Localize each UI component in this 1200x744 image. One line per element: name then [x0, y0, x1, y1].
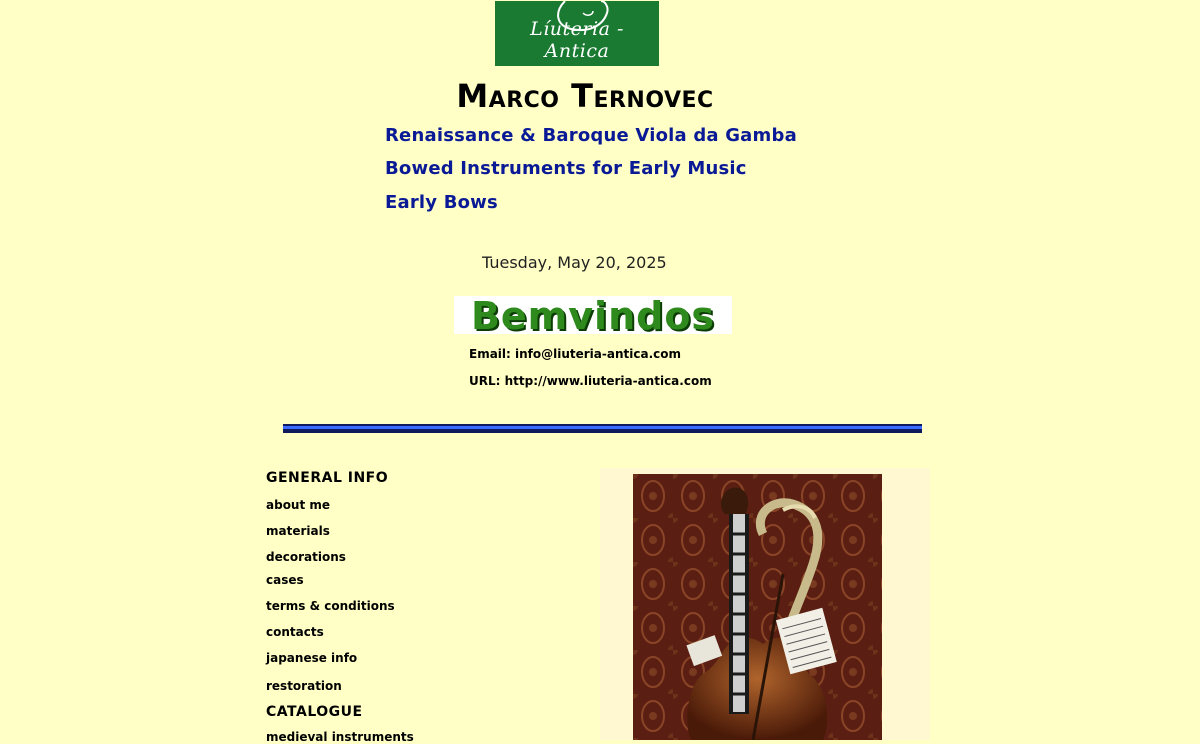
- nav-about-me[interactable]: about me: [266, 498, 331, 512]
- url-link[interactable]: URL: http://www.liuteria-antica.com: [469, 374, 712, 388]
- catalogue-heading: CATALOGUE: [266, 704, 363, 720]
- page-title: Marco Ternovec: [456, 77, 714, 115]
- viola-da-gamba-image: [633, 474, 882, 740]
- current-date: Tuesday, May 20, 2025: [482, 253, 667, 272]
- subhead-bowed-instruments-link[interactable]: Bowed Instruments for Early Music: [385, 158, 747, 179]
- subhead-early-bows-link[interactable]: Early Bows: [385, 192, 498, 213]
- welcome-banner: [454, 296, 732, 334]
- subhead-viola-da-gamba-link[interactable]: Renaissance & Baroque Viola da Gamba: [385, 125, 797, 146]
- nav-decorations[interactable]: decorations: [266, 550, 346, 564]
- nav-contacts[interactable]: contacts: [266, 625, 324, 639]
- email-link[interactable]: Email: info@liuteria-antica.com: [469, 347, 681, 361]
- general-info-heading: GENERAL INFO: [266, 470, 389, 486]
- logo-text: Líuteria - Antica: [530, 18, 624, 62]
- viola-da-gamba-photo: [633, 474, 882, 740]
- logo[interactable]: [495, 1, 659, 66]
- welcome-text: Bemvindos: [470, 296, 716, 334]
- nav-terms-conditions[interactable]: terms & conditions: [266, 599, 395, 613]
- nav-materials[interactable]: materials: [266, 524, 330, 538]
- horizontal-divider: [283, 424, 922, 433]
- nav-cases[interactable]: cases: [266, 573, 304, 587]
- nav-medieval-instruments[interactable]: medieval instruments: [266, 730, 414, 744]
- nav-restoration[interactable]: restoration: [266, 679, 342, 693]
- nav-japanese-info[interactable]: japanese info: [266, 651, 358, 665]
